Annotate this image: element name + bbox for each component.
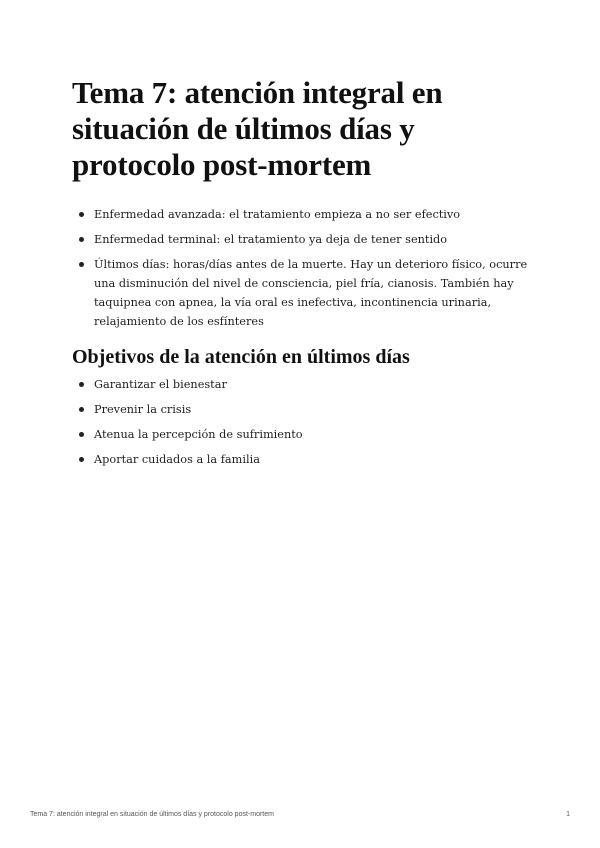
page-number: 1 <box>566 811 570 818</box>
bullet-icon <box>79 432 84 437</box>
bullet-icon <box>79 212 84 217</box>
bullet-icon <box>79 237 84 242</box>
intro-list <box>72 205 532 337</box>
objectives-list <box>72 375 532 475</box>
list-item-text: Últimos días: horas/días antes de la muerte. Hay un deterioro físico, ocurre una disminución del nivel de consciencia, piel fría, cianosis. También hay taquipnea con apnea, la vía oral es inefectiva, incontinencia urinaria, relajamiento de los esfínteres <box>94 258 528 328</box>
list-item-text: Atenua la percepción de sufrimiento <box>94 428 303 441</box>
list-item <box>72 375 532 394</box>
list-item <box>72 230 532 249</box>
list-item <box>72 255 532 331</box>
section-title: Objetivos de la atención en últimos días <box>72 346 410 368</box>
page-footer: Tema 7: atención integral en situación de últimos días y protocolo post-mortem <box>30 811 274 818</box>
list-item-text: Enfermedad avanzada: el tratamiento empieza a no ser efectivo <box>94 208 461 221</box>
list-item-text: Garantizar el bienestar <box>94 378 227 391</box>
bullet-icon <box>79 457 84 462</box>
list-item <box>72 425 532 444</box>
page-title: Tema 7: atención integral en situación de últimos días y protocolo post-mortem <box>72 75 443 182</box>
bullet-icon <box>79 382 84 387</box>
list-item-text: Aportar cuidados a la familia <box>94 453 260 466</box>
list-item <box>72 400 532 419</box>
list-item <box>72 205 532 224</box>
bullet-icon <box>79 407 84 412</box>
list-item-text: Prevenir la crisis <box>94 403 192 416</box>
bullet-icon <box>79 262 84 267</box>
list-item-text: Enfermedad terminal: el tratamiento ya deja de tener sentido <box>94 233 448 246</box>
list-item <box>72 450 532 469</box>
